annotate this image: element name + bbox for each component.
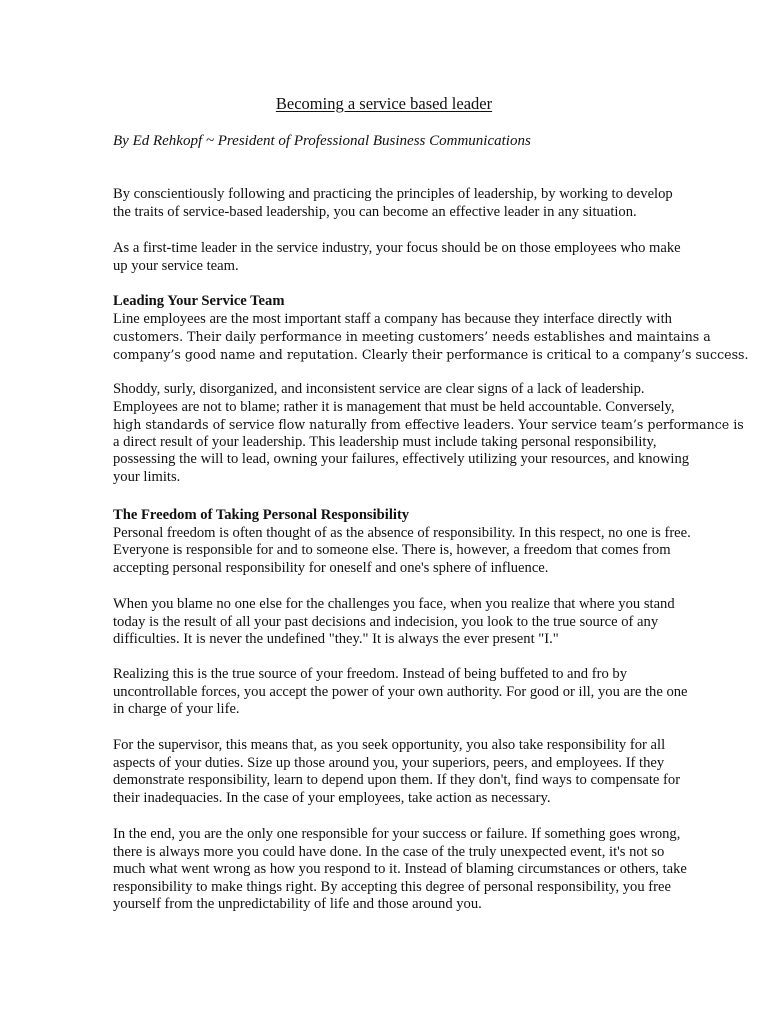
text-line: When you blame no one else for the challenges you face, when you realize that where you stand	[113, 596, 675, 612]
text-line: demonstrate responsibility, learn to depend upon them. If they don't, find ways to compensate for	[113, 772, 681, 789]
text-line: today is the result of all your past decisions and indecision, you look to the true source of any	[113, 613, 659, 630]
text-line: yourself from the unpredictability of life and those around you.	[113, 896, 482, 913]
intro-paragraph-2	[113, 240, 713, 275]
text-line: your limits.	[113, 468, 181, 485]
intro-paragraph-1	[113, 186, 713, 221]
text-line: As a first-time leader in the service industry, your focus should be on those employees who make	[113, 240, 681, 256]
text-line: difficulties. It is never the undefined "they." It is always the ever present "I."	[113, 631, 559, 648]
section-heading: Leading Your Service Team	[113, 293, 285, 309]
text-line: the traits of service-based leadership, you can become an effective leader in any situation.	[113, 203, 637, 220]
section2-paragraph-3	[113, 666, 713, 719]
text-line: up your service team.	[113, 257, 239, 274]
text-line: high standards of service flow naturally from effective leaders. Your service team’s performance is	[113, 417, 744, 433]
text-line: responsibility to make things right. By accepting this degree of personal responsibility, you free	[113, 878, 671, 895]
text-line: Line employees are the most important staff a company has because they interface directly with	[113, 310, 672, 327]
text-line: a direct result of your leadership. This leadership must include taking personal responsibility,	[113, 433, 657, 450]
text-line: uncontrollable forces, you accept the power of your own authority. For good or ill, you are the one	[113, 683, 688, 700]
document-title: Becoming a service based leader	[275, 94, 493, 113]
text-line: Shoddy, surly, disorganized, and inconsistent service are clear signs of a lack of leadership.	[113, 381, 645, 397]
section-freedom-responsibility	[113, 507, 713, 577]
text-line: Personal freedom is often thought of as the absence of responsibility. In this respect, no one is free.	[113, 524, 691, 541]
text-line: in charge of your life.	[113, 701, 240, 718]
text-line: Realizing this is the true source of your freedom. Instead of being buffeted to and fro by	[113, 666, 628, 682]
section-heading: The Freedom of Taking Personal Responsibility	[113, 507, 410, 523]
text-line: aspects of your duties. Size up those around you, your superiors, peers, and employees. If they	[113, 754, 665, 771]
text-line: By conscientiously following and practicing the principles of leadership, by working to develop	[113, 186, 673, 202]
text-line: company’s good name and reputation. Clearly their performance is critical to a company’s success.	[113, 346, 749, 362]
text-line: For the supervisor, this means that, as you seek opportunity, you also take responsibility for all	[113, 737, 666, 753]
text-line: Everyone is responsible for and to someone else. There is, however, a freedom that comes from	[113, 542, 671, 559]
section2-paragraph-2	[113, 596, 713, 649]
section-leading-service-team	[113, 293, 749, 363]
section1-paragraph-2	[113, 381, 744, 487]
text-line: accepting personal responsibility for oneself and one's sphere of influence.	[113, 559, 549, 576]
text-line: possessing the will to lead, owning your failures, effectively utilizing your resources, and knowing	[113, 451, 690, 468]
text-line: In the end, you are the only one responsible for your success or failure. If something goes wrong,	[113, 826, 681, 842]
text-line: much what went wrong as how you respond to it. Instead of blaming circumstances or others, take	[113, 861, 687, 878]
text-line: customers. Their daily performance in meeting customers’ needs establishes and maintains a	[113, 329, 711, 345]
text-line: their inadequacies. In the case of your employees, take action as necessary.	[113, 789, 551, 806]
text-line: there is always more you could have done. In the case of the truly unexpected event, it's not so	[113, 843, 665, 860]
author-byline: By Ed Rehkopf ~ President of Professional Business Communications	[113, 133, 531, 149]
section2-paragraph-4	[113, 737, 713, 807]
text-line: Employees are not to blame; rather it is management that must be held accountable. Conversely,	[113, 398, 675, 415]
section2-paragraph-5	[113, 826, 713, 914]
